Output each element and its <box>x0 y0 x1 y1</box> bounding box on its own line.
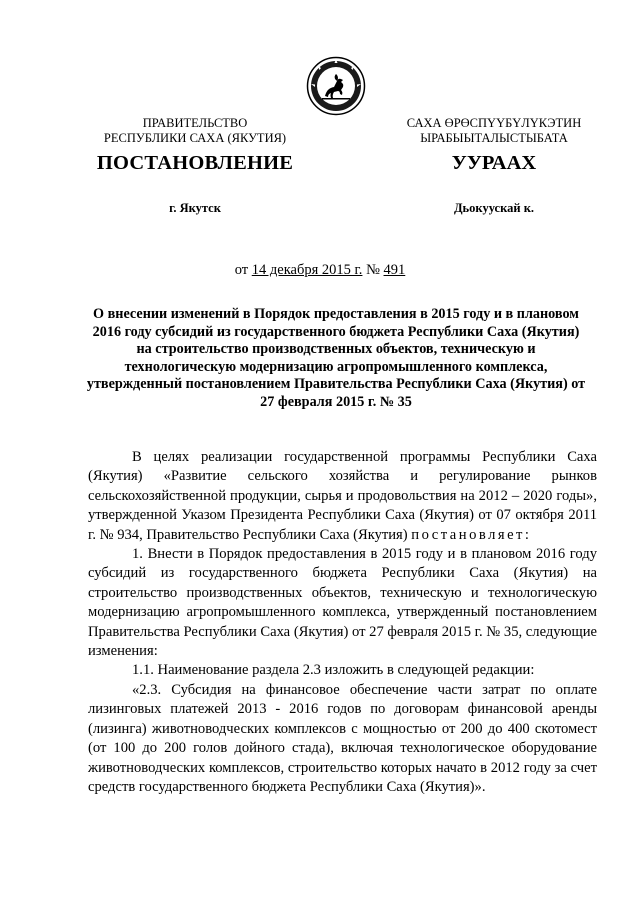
government-line-1: ПРАВИТЕЛЬСТВО <box>142 116 248 130</box>
paragraph-2-3: «2.3. Субсидия на финансовое обеспечение части затрат по оплате лизинговых платежей 2013 - 2016 годов по договорам финансовой аренды (лизинга) животноводческих комплексов с мощностью от 200 до 400 скотомест (от 100 до 200 голов дойного стада), включая технологическое оборудование животноводческих комплексов, строительство которых начато в 2012 году за счет средств государственного бюджета Республики Саха (Якутия)». <box>88 681 597 795</box>
preamble-text: В целях реализации государственной программы Республики Саха (Якутия) «Развитие сельского хозяйства и регулирование рынков сельскохозяйственной продукции, сырья и продовольствия на 2012 – 2020 годы», утвержденной Указом Президента Республики Саха (Якутия) от 07 октября 2011 г. № 934, Правительство Республики Саха (Якутия) <box>88 449 597 543</box>
coat-of-arms-icon <box>306 56 366 116</box>
document-type-sakha: УУРААХ <box>451 152 537 174</box>
city-sakha: Дьокуускай к. <box>453 201 535 215</box>
paragraph-1: 1. Внести в Порядок предоставления в 2015 году и в плановом 2016 году субсидий из государственного бюджета Республики Саха (Якутия) на строительство производственных объектов, техническую и технологическую модернизацию агропромышленного комплекса, утвержденный постановлением Правительства Республики Саха (Якутия) от 27 февраля 2015 г. № 35, следующие изменения: <box>88 546 597 660</box>
government-line-2-sakha: ЫРАБЫЫТАЛЫСТЫБАТА <box>420 131 568 145</box>
document-number: 491 <box>383 262 406 278</box>
date-prefix: от <box>234 262 249 278</box>
city: г. Якутск <box>169 201 221 215</box>
government-line-2: РЕСПУБЛИКИ САХА (ЯКУТИЯ) <box>103 131 287 145</box>
document-type: ПОСТАНОВЛЕНИЕ <box>96 152 294 174</box>
government-header <box>80 116 310 146</box>
number-prefix: № <box>366 262 380 278</box>
paragraph-1-1: 1.1. Наименование раздела 2.3 изложить в следующей редакции: <box>132 662 535 679</box>
document-body <box>88 448 597 797</box>
government-header-sakha <box>384 116 604 146</box>
government-line-1-sakha: САХА ӨРӨСПҮҮБҮЛҮКЭТИН <box>406 116 582 130</box>
document-date: 14 декабря 2015 г. <box>251 262 363 278</box>
resolves-word: постановляет: <box>411 526 532 543</box>
document-date-line <box>0 262 640 279</box>
document-title: О внесении изменений в Порядок предоставления в 2015 году и в плановом 2016 году субсидий из государственного бюджета Республики Саха (Якутия) на строительство производственных объектов, техническую и технологическую модернизацию агропромышленного комплекса, утвержденный постановлением Правительства Республики Саха (Якутия) от 27 февраля 2015 г. № 35 <box>86 306 586 410</box>
paragraph-preamble <box>88 448 597 545</box>
